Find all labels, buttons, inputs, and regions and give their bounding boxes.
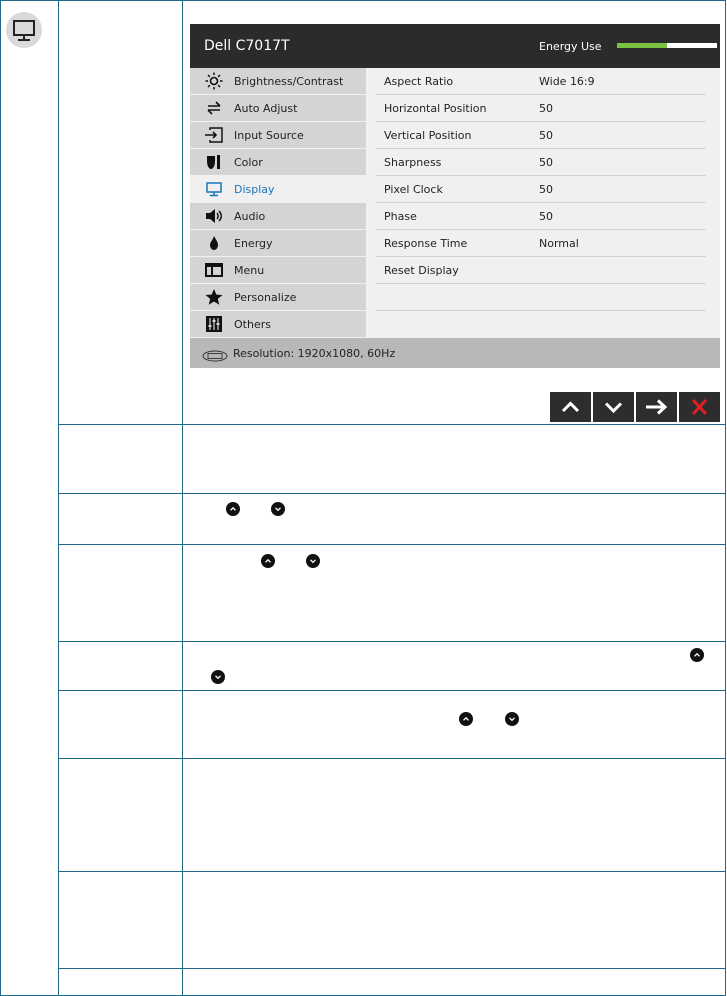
setting-horizontal-position[interactable]: [376, 95, 706, 122]
setting-value: 50: [539, 129, 553, 142]
menu-item-auto-adjust[interactable]: [190, 95, 366, 121]
close-icon: [679, 392, 720, 422]
osd-status-bar: [190, 338, 720, 368]
setting-empty: [376, 284, 706, 311]
menu-item-label: Input Source: [234, 129, 304, 142]
table-border-col2: [182, 0, 183, 996]
monitor-icon: [6, 12, 42, 48]
energy-use-bar: [617, 43, 717, 48]
up-arrow-icon: [550, 392, 591, 422]
setting-name: Vertical Position: [384, 129, 472, 142]
exit-button[interactable]: [679, 392, 720, 422]
setting-value: Wide 16:9: [539, 75, 595, 88]
table-border-col1: [58, 0, 59, 996]
menu-item-color[interactable]: [190, 149, 366, 175]
energy-use-label: Energy Use: [539, 40, 602, 53]
menu-item-display[interactable]: [190, 176, 366, 202]
menu-item-personalize[interactable]: [190, 284, 366, 310]
up-button-icon: [226, 502, 240, 516]
setting-value: 50: [539, 156, 553, 169]
up-button-icon: [261, 554, 275, 568]
display-icon: [204, 180, 224, 198]
setting-name: Reset Display: [384, 264, 459, 277]
setting-name: Response Time: [384, 237, 468, 250]
table-row-divider: [58, 871, 726, 872]
setting-value: 50: [539, 183, 553, 196]
speaker-icon: [204, 207, 224, 225]
table-border-top: [0, 0, 726, 1]
resolution-icon: [202, 347, 228, 359]
setting-value: 50: [539, 210, 553, 223]
table-row-divider: [58, 493, 726, 494]
menu-item-others[interactable]: [190, 311, 366, 337]
energy-use-fill: [617, 43, 667, 48]
menu-item-audio[interactable]: [190, 203, 366, 229]
menu-item-label: Energy: [234, 237, 273, 250]
menu-icon: [204, 261, 224, 279]
star-icon: [204, 288, 224, 306]
menu-item-menu[interactable]: [190, 257, 366, 283]
color-icon: [204, 153, 224, 171]
auto-adjust-icon: [204, 99, 224, 117]
down-arrow-icon: [593, 392, 634, 422]
flame-icon: [204, 234, 224, 252]
menu-item-label: Personalize: [234, 291, 297, 304]
setting-aspect-ratio[interactable]: [376, 68, 706, 95]
down-button-icon: [271, 502, 285, 516]
setting-value: Normal: [539, 237, 579, 250]
up-button-icon: [690, 648, 704, 662]
down-button-icon: [211, 670, 225, 684]
setting-name: Sharpness: [384, 156, 442, 169]
menu-item-label: Menu: [234, 264, 265, 277]
sliders-icon: [204, 315, 224, 333]
right-arrow-icon: [636, 392, 677, 422]
osd-title: Dell C7017T: [204, 38, 290, 54]
down-button-icon: [505, 712, 519, 726]
table-row-divider: [58, 968, 726, 969]
setting-value: 50: [539, 102, 553, 115]
input-source-icon: [204, 126, 224, 144]
osd-header: [190, 24, 720, 68]
down-button-icon: [306, 554, 320, 568]
osd-nav-buttons: [550, 392, 720, 422]
setting-phase[interactable]: [376, 203, 706, 230]
menu-item-label: Display: [234, 183, 275, 196]
setting-reset-display[interactable]: [376, 257, 706, 284]
setting-sharpness[interactable]: [376, 149, 706, 176]
up-button[interactable]: [550, 392, 591, 422]
menu-item-input-source[interactable]: [190, 122, 366, 148]
table-border-left: [0, 0, 1, 996]
menu-item-label: Color: [234, 156, 263, 169]
menu-item-label: Auto Adjust: [234, 102, 298, 115]
resolution-text: Resolution: 1920x1080, 60Hz: [233, 347, 396, 360]
table-row-divider: [58, 758, 726, 759]
brightness-icon: [204, 72, 224, 90]
setting-name: Aspect Ratio: [384, 75, 454, 88]
setting-name: Horizontal Position: [384, 102, 487, 115]
menu-item-energy[interactable]: [190, 230, 366, 256]
setting-empty: [376, 311, 706, 337]
setting-name: Pixel Clock: [384, 183, 443, 196]
osd-window: [190, 24, 720, 368]
display-settings-list: [376, 68, 706, 337]
menu-item-label: Brightness/Contrast: [234, 75, 344, 88]
table-row-divider: [58, 544, 726, 545]
enter-button[interactable]: [636, 392, 677, 422]
menu-item-brightness-contrast[interactable]: [190, 68, 366, 94]
menu-item-label: Audio: [234, 210, 266, 223]
table-border-right: [725, 0, 726, 996]
setting-vertical-position[interactable]: [376, 122, 706, 149]
table-row-divider: [58, 424, 726, 425]
setting-name: Phase: [384, 210, 417, 223]
table-row-divider: [58, 641, 726, 642]
setting-response-time[interactable]: [376, 230, 706, 257]
table-row-divider: [58, 690, 726, 691]
down-button[interactable]: [593, 392, 634, 422]
menu-item-label: Others: [234, 318, 271, 331]
up-button-icon: [459, 712, 473, 726]
setting-pixel-clock[interactable]: [376, 176, 706, 203]
osd-menu: [190, 68, 366, 338]
